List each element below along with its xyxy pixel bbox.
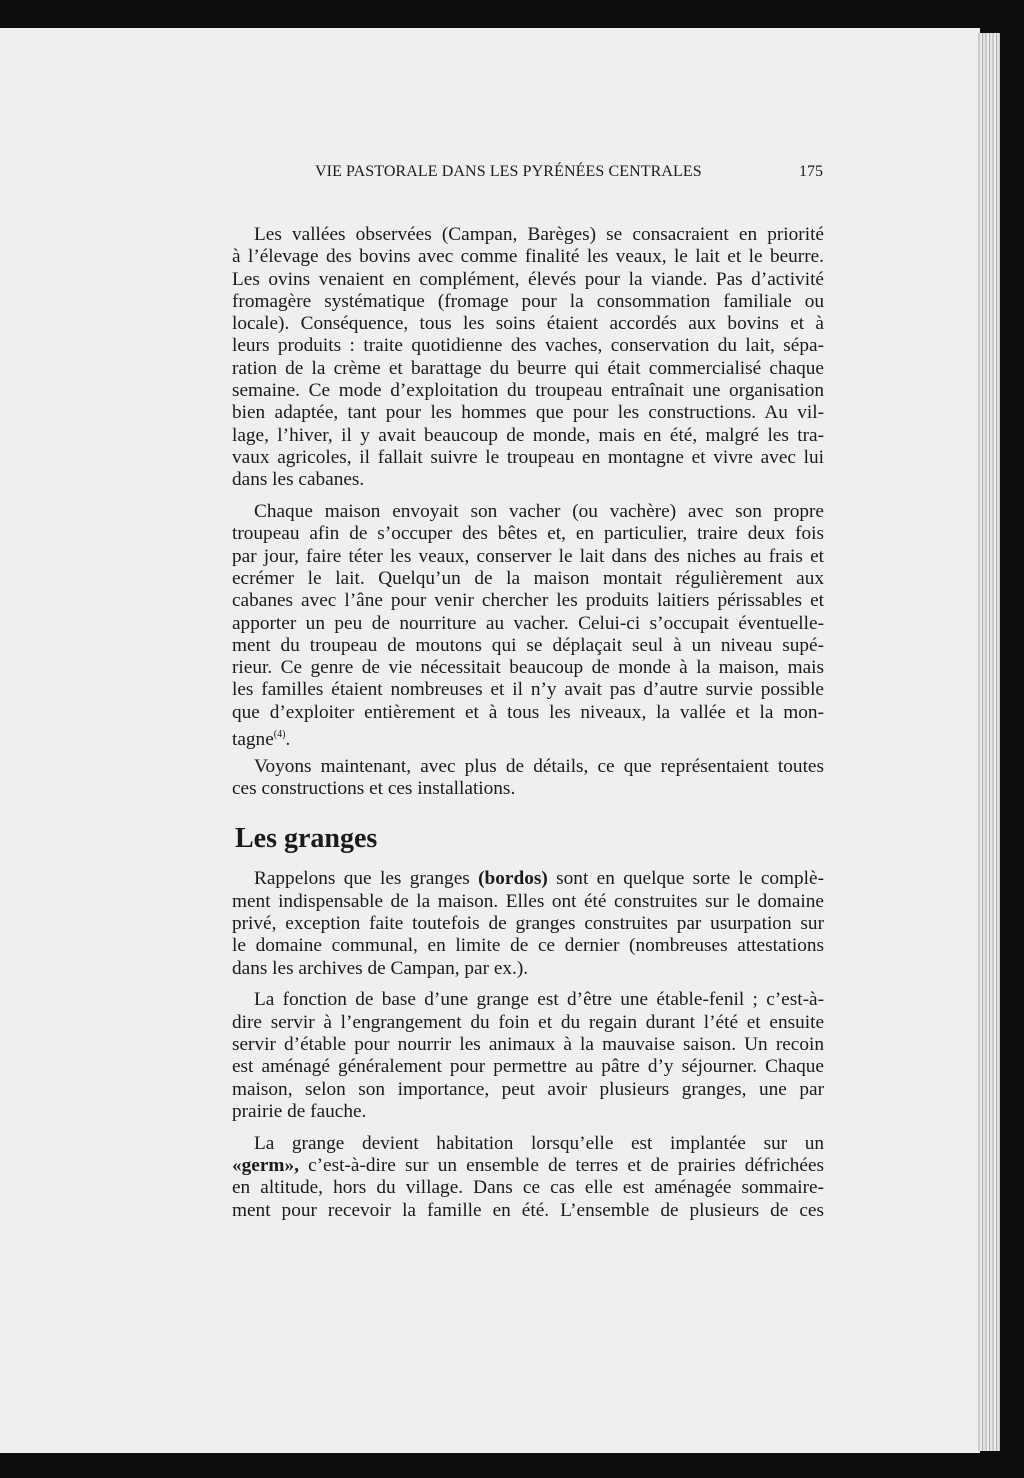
text-run: troupeau afin de s’occuper des bêtes et, en particulier, traire deux fois bbox=[232, 523, 824, 545]
text-run: La fonction de base d’une grange est d’être une étable-fenil ; c’est-à- bbox=[254, 989, 824, 1011]
body-text bbox=[232, 224, 824, 1231]
text-run: Voyons maintenant, avec plus de détails, ce que représentaient toutes bbox=[254, 755, 824, 777]
text-line bbox=[232, 358, 824, 380]
text-line bbox=[232, 679, 824, 701]
text-line bbox=[232, 958, 824, 980]
text-line bbox=[232, 1101, 824, 1123]
text-line bbox=[232, 891, 824, 913]
page-number: 175 bbox=[799, 163, 823, 180]
text-line bbox=[232, 291, 824, 313]
text-line bbox=[232, 590, 824, 612]
text-run: ration de la crème et barattage du beurre qui était commercialisé chaque bbox=[232, 357, 824, 379]
text-run: ment pour recevoir la famille en été. L’ensemble de plusieurs de ces bbox=[232, 1199, 824, 1221]
section-heading: Les granges bbox=[235, 823, 378, 855]
text-line bbox=[232, 1079, 824, 1101]
text-line bbox=[232, 702, 824, 724]
text-run: dire servir à l’engrangement du foin et du regain durant l’été et ensuite bbox=[232, 1011, 824, 1033]
text-line bbox=[232, 1155, 824, 1177]
paragraph bbox=[232, 501, 824, 751]
text-line bbox=[232, 447, 824, 469]
text-line bbox=[232, 246, 824, 268]
text-line bbox=[232, 335, 824, 357]
text-run: leurs produits : traite quotidienne des vaches, conservation du lait, sépa- bbox=[232, 335, 824, 357]
text-run: le domaine communal, en limite de ce dernier (nombreuses attestations bbox=[232, 935, 824, 957]
paragraphs-after-heading bbox=[232, 868, 824, 1221]
text-line bbox=[232, 469, 824, 491]
text-run: les familles étaient nombreuses et il n’y avait pas d’autre survie possible bbox=[232, 679, 824, 701]
text-line bbox=[232, 523, 824, 545]
footnote-ref: (4) bbox=[273, 729, 286, 741]
text-line bbox=[232, 1056, 824, 1078]
text-run: par jour, faire téter les veaux, conserver le lait dans des niches au frais et bbox=[232, 545, 824, 567]
text-run: lage, l’hiver, il y avait beaucoup de monde, mais en été, malgré les tra- bbox=[232, 424, 824, 446]
text-line bbox=[232, 1034, 824, 1056]
text-line bbox=[232, 778, 824, 800]
text-run: dans les archives de Campan, par ex.). bbox=[232, 957, 529, 979]
text-run: maison, selon son importance, peut avoir plusieurs granges, une par bbox=[232, 1078, 824, 1100]
text-run: bien adaptée, tant pour les hommes que pour les constructions. Au vil- bbox=[232, 402, 824, 424]
text-line bbox=[232, 635, 824, 657]
text-run: Les vallées observées (Campan, Barèges) se consacraient en priorité bbox=[254, 224, 824, 245]
text-line bbox=[232, 1133, 824, 1155]
text-line bbox=[232, 913, 824, 935]
text-line bbox=[232, 1200, 824, 1222]
text-run: ment indispensable de la maison. Elles ont été construites sur le domaine bbox=[232, 890, 824, 912]
paragraph bbox=[232, 1133, 824, 1222]
text-run: privé, exception faite toutefois de granges construites par usurpation sur bbox=[232, 913, 824, 935]
text-line bbox=[232, 657, 824, 679]
text-run: semaine. Ce mode d’exploitation du troupeau entraînait une organisation bbox=[232, 380, 824, 402]
text-line bbox=[232, 613, 824, 635]
text-run: Les ovins venaient en complément, élevés pour la viande. Pas d’activité bbox=[232, 268, 824, 290]
running-header: VIE PASTORALE DANS LES PYRÉNÉES CENTRALES bbox=[315, 163, 702, 180]
paragraph bbox=[232, 756, 824, 801]
text-run: est aménagé généralement pour permettre au pâtre d’y séjourner. Chaque bbox=[232, 1056, 824, 1078]
text-line bbox=[232, 568, 824, 590]
text-line bbox=[232, 425, 824, 447]
bold-term: «germ», bbox=[232, 1154, 299, 1176]
text-line bbox=[232, 868, 824, 890]
text-run: rieur. Ce genre de vie nécessitait beaucoup de monde à la maison, mais bbox=[232, 657, 824, 679]
text-run: La grange devient habitation lorsqu’elle est implantée sur un bbox=[254, 1132, 824, 1154]
text-run: ment du troupeau de moutons qui se déplaçait seul à un niveau supé- bbox=[232, 634, 824, 656]
text-line bbox=[232, 756, 824, 778]
text-run: tagne bbox=[232, 729, 274, 751]
text-line bbox=[232, 935, 824, 957]
paragraph bbox=[232, 989, 824, 1123]
text-line bbox=[232, 546, 824, 568]
paragraph bbox=[232, 224, 824, 492]
text-run: locale). Conséquence, tous les soins étaient accordés aux bovins et à bbox=[232, 313, 824, 335]
paragraphs-before-heading bbox=[232, 224, 824, 800]
text-line bbox=[232, 313, 824, 335]
text-run: vaux agricoles, il fallait suivre le troupeau en montagne et vivre avec lui bbox=[232, 446, 824, 468]
text-line bbox=[232, 224, 824, 246]
text-line bbox=[232, 501, 824, 523]
text-run: c’est-à-dire sur un ensemble de terres et de prairies défrichées bbox=[298, 1154, 824, 1176]
text-line bbox=[232, 269, 824, 291]
text-run: Chaque maison envoyait son vacher (ou vachère) avec son propre bbox=[254, 501, 824, 523]
text-run: . bbox=[285, 729, 291, 751]
text-line bbox=[232, 1177, 824, 1199]
text-run: servir d’étable pour nourrir les animaux à la mauvaise saison. Un recoin bbox=[232, 1034, 824, 1055]
text-run: prairie de fauche. bbox=[232, 1100, 367, 1122]
text-run: fromagère systématique (fromage pour la consommation familiale ou bbox=[232, 290, 824, 312]
page-stack-edges bbox=[978, 33, 1000, 1451]
text-run: que d’exploiter entièrement et à tous les niveaux, la vallée et la mon- bbox=[232, 701, 824, 723]
text-run: ces constructions et ces installations. bbox=[232, 778, 516, 800]
text-run: cabanes avec l’âne pour venir chercher les produits laitiers périssables et bbox=[232, 590, 824, 612]
text-line bbox=[232, 989, 824, 1011]
bold-term: (bordos) bbox=[478, 868, 548, 890]
text-run: à l’élevage des bovins avec comme finalité les veaux, le lait et le beurre. bbox=[232, 246, 824, 268]
text-run: Rappelons que les granges bbox=[254, 868, 479, 890]
text-line bbox=[232, 402, 824, 424]
text-run: ecrémer le lait. Quelqu’un de la maison montait régulièrement aux bbox=[232, 567, 824, 589]
text-line bbox=[232, 1012, 824, 1034]
text-line bbox=[232, 380, 824, 402]
text-run: apporter un peu de nourriture au vacher. Celui-ci s’occupait éventuelle- bbox=[232, 612, 824, 634]
text-run: en altitude, hors du village. Dans ce cas elle est aménagée sommaire- bbox=[232, 1177, 824, 1199]
text-line bbox=[232, 724, 824, 751]
text-run: sont en quelque sorte le complè- bbox=[547, 868, 824, 890]
text-run: dans les cabanes. bbox=[232, 469, 365, 491]
paragraph bbox=[232, 868, 824, 979]
